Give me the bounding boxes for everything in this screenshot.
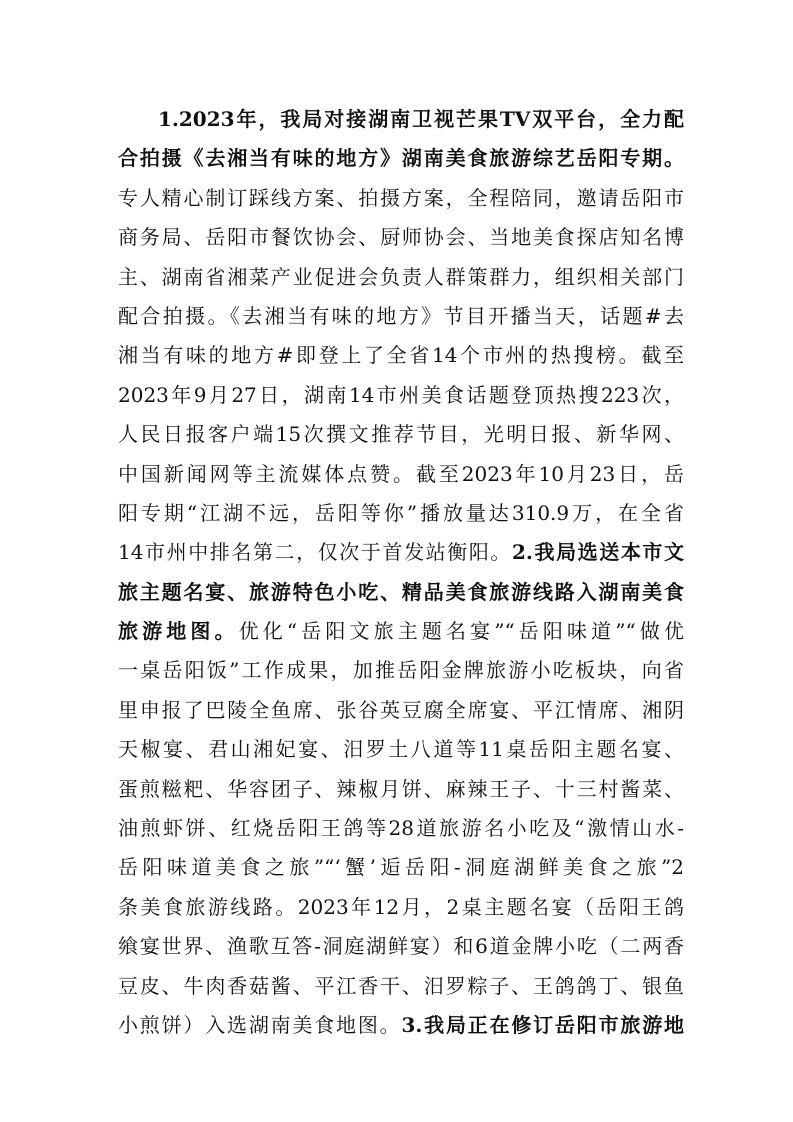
text-line bbox=[118, 297, 684, 336]
body-text: 里申报了巴陵全鱼席、张谷英豆腐全席宴、平江情席、湘阴 bbox=[118, 697, 684, 722]
body-text: 主、湖南省湘菜产业促进会负责人群策群力，组织相关部门 bbox=[118, 264, 684, 289]
text-line bbox=[118, 258, 684, 297]
body-text: 中国新闻网等主流媒体点赞。截至2023年10月23日，岳 bbox=[118, 461, 684, 486]
text-line bbox=[118, 336, 684, 375]
body-text: 14市州中排名第二，仅次于首发站衡阳。 bbox=[118, 540, 513, 565]
bold-text: 合拍摄《去湘当有味的地方》湖南美食旅游综艺岳阳专期。 bbox=[118, 146, 684, 171]
text-line bbox=[118, 967, 684, 1006]
text-line bbox=[118, 139, 684, 178]
body-text: 专人精心制订踩线方案、拍摄方案，全程陪同，邀请岳阳市 bbox=[118, 185, 684, 210]
bold-text: 2.我局选送本市文 bbox=[512, 540, 684, 565]
text-line bbox=[118, 809, 684, 848]
body-text: 湘当有味的地方#即登上了全省14个市州的热搜榜。截至 bbox=[118, 343, 684, 368]
body-text: 飨宴世界、渔歌互答-洞庭湖鲜宴）和6道金牌小吃（二两香 bbox=[118, 934, 684, 959]
bold-text: 旅游地图。 bbox=[118, 619, 239, 644]
body-text: 一桌岳阳饭”工作成果，加推岳阳金牌旅游小吃板块，向省 bbox=[118, 658, 684, 683]
body-text: 油煎虾饼、红烧岳阳王鸽等28道旅游名小吃及“激情山水- bbox=[118, 816, 684, 841]
bold-text: 旅主题名宴、旅游特色小吃、精品美食旅游线路入湖南美食 bbox=[118, 579, 684, 604]
bold-text: 1.2023年，我局对接湖南卫视芒果TV双平台，全力配 bbox=[158, 107, 684, 131]
body-text: 豆皮、牛肉香菇酱、平江香干、汨罗粽子、王鸽鸽丁、银鱼 bbox=[118, 973, 684, 998]
body-text: 商务局、岳阳市餐饮协会、厨师协会、当地美食探店知名博 bbox=[118, 225, 684, 250]
text-line bbox=[118, 848, 684, 887]
text-line bbox=[118, 691, 684, 730]
body-text: 阳专期“江湖不远，岳阳等你”播放量达310.9万，在全省 bbox=[118, 500, 684, 525]
text-line bbox=[118, 415, 684, 454]
bold-text: 3.我局正在修订岳阳市旅游地 bbox=[401, 1012, 684, 1037]
body-text: 优化“岳阳文旅主题名宴”“岳阳味道”“做优 bbox=[238, 619, 684, 644]
text-line bbox=[118, 888, 684, 927]
text-line bbox=[118, 533, 684, 572]
text-line bbox=[118, 179, 684, 218]
text-line bbox=[118, 770, 684, 809]
body-text: 岳阳味道美食之旅”“‘蟹’逅岳阳-洞庭湖鲜美食之旅”2 bbox=[118, 855, 684, 880]
text-line bbox=[118, 494, 684, 533]
text-line bbox=[118, 218, 684, 257]
body-text: 天椒宴、君山湘妃宴、汨罗土八道等11桌岳阳主题名宴、 bbox=[118, 737, 684, 762]
body-text: 人民日报客户端15次撰文推荐节目，光明日报、新华网、 bbox=[118, 422, 684, 447]
document-page bbox=[118, 100, 684, 1045]
text-line bbox=[118, 100, 684, 139]
text-line bbox=[118, 927, 684, 966]
text-line bbox=[118, 651, 684, 690]
text-line bbox=[118, 612, 684, 651]
body-text: 小煎饼）入选湖南美食地图。 bbox=[118, 1012, 402, 1037]
body-text: 2023年9月27日，湖南14市州美食话题登顶热搜223次， bbox=[118, 382, 684, 407]
text-line bbox=[118, 573, 684, 612]
text-line bbox=[118, 730, 684, 769]
text-line bbox=[118, 455, 684, 494]
body-text: 条美食旅游线路。2023年12月，2桌主题名宴（岳阳王鸽 bbox=[118, 894, 684, 919]
body-text: 配合拍摄。《去湘当有味的地方》节目开播当天，话题#去 bbox=[118, 303, 684, 328]
text-line bbox=[118, 376, 684, 415]
text-line bbox=[118, 1006, 684, 1045]
body-text: 蛋煎糍粑、华容团子、辣椒月饼、麻辣王子、十三村酱菜、 bbox=[118, 776, 684, 801]
